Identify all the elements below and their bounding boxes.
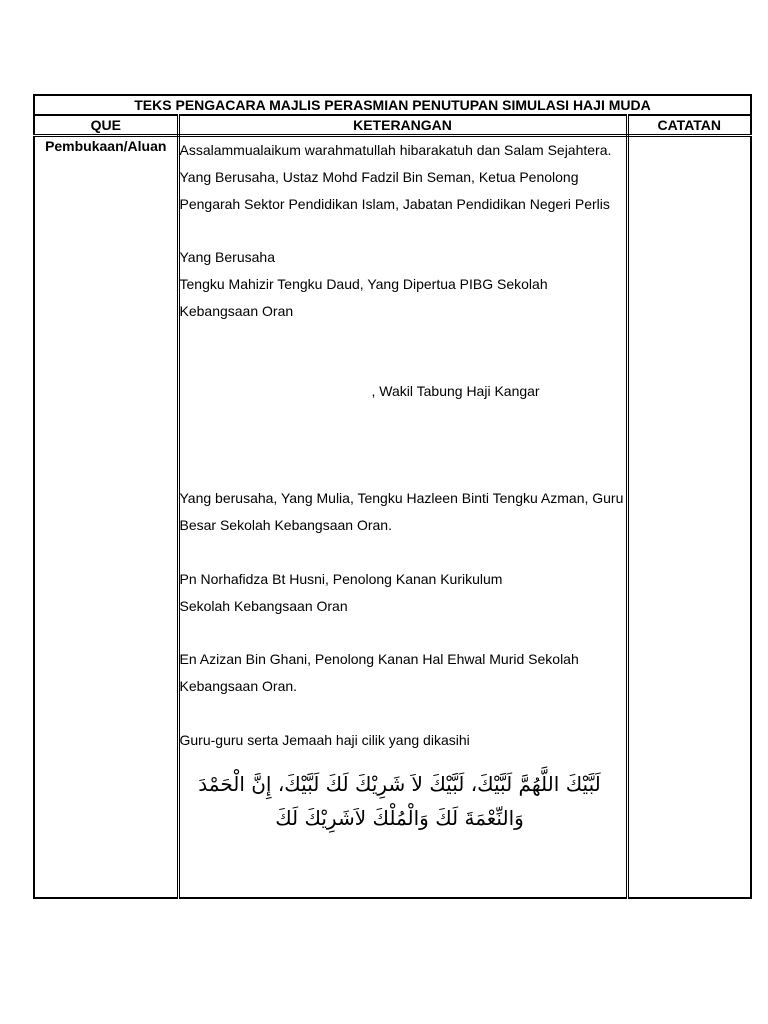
header-catatan: CATATAN: [627, 115, 751, 136]
pibg-title-text: Yang Berusaha: [179, 249, 275, 266]
script-table: [33, 94, 752, 899]
pk-hem-text: En Azizan Bin Ghani, Penolong Kanan Hal Ehwal Murid Sekolah Kebangsaan Oran.: [179, 651, 579, 694]
talbiyah-text: [180, 767, 626, 835]
pibg-text: Tengku Mahizir Tengku Daud, Yang Dipertua PIBG Sekolah Kebangsaan Oran: [179, 275, 548, 319]
catatan-cell: [627, 136, 751, 899]
table-row: [34, 136, 751, 899]
greeting-text: Assalammualaikum warahmatullah hibarakatuh dan Salam Sejahtera.: [179, 142, 612, 158]
pk-kurikulum-line-2: Sekolah Kebangsaan Oran: [179, 597, 348, 614]
talbiyah-line-1: لَبَّيْكَ اللَّهُمَّ لَبَّيْكَ، لَبَّيْكَ لاَ شَرِيْكَ لَكَ لَبَّيْكَ، إِنَّ الْحَمْدَ: [198, 772, 601, 797]
header-que: QUE: [34, 115, 178, 136]
ustaz-text: Yang Berusaha, Ustaz Mohd Fadzil Bin Seman, Ketua Penolong Pengarah Sektor Pendidikan Islam, Jabatan Pendidikan Negeri Perlis: [179, 168, 610, 212]
keterangan-cell: [178, 136, 627, 899]
talbiyah-line-2: وَالنِّعْمَةَ لَكَ وَالْمُلْكَ لاَشَرِيْكَ لَكَ: [275, 806, 524, 831]
que-label: Pembukaan/Aluan: [45, 138, 167, 154]
header-keterangan: KETERANGAN: [178, 115, 627, 136]
que-cell: [34, 136, 178, 899]
guru-besar-text: Yang berusaha, Yang Mulia, Tengku Hazleen Binti Tengku Azman, Guru Besar Sekolah Kebangsaan Oran.: [179, 490, 624, 534]
pk-kurikulum-line-1: Pn Norhafidza Bt Husni, Penolong Kanan Kurikulum: [179, 570, 503, 587]
tabung-haji-text: , Wakil Tabung Haji Kangar: [371, 383, 540, 400]
document-title: TEKS PENGACARA MAJLIS PERASMIAN PENUTUPAN SIMULASI HAJI MUDA: [34, 95, 751, 115]
guru-jemaah-text: Guru-guru serta Jemaah haji cilik yang dikasihi: [179, 731, 470, 748]
